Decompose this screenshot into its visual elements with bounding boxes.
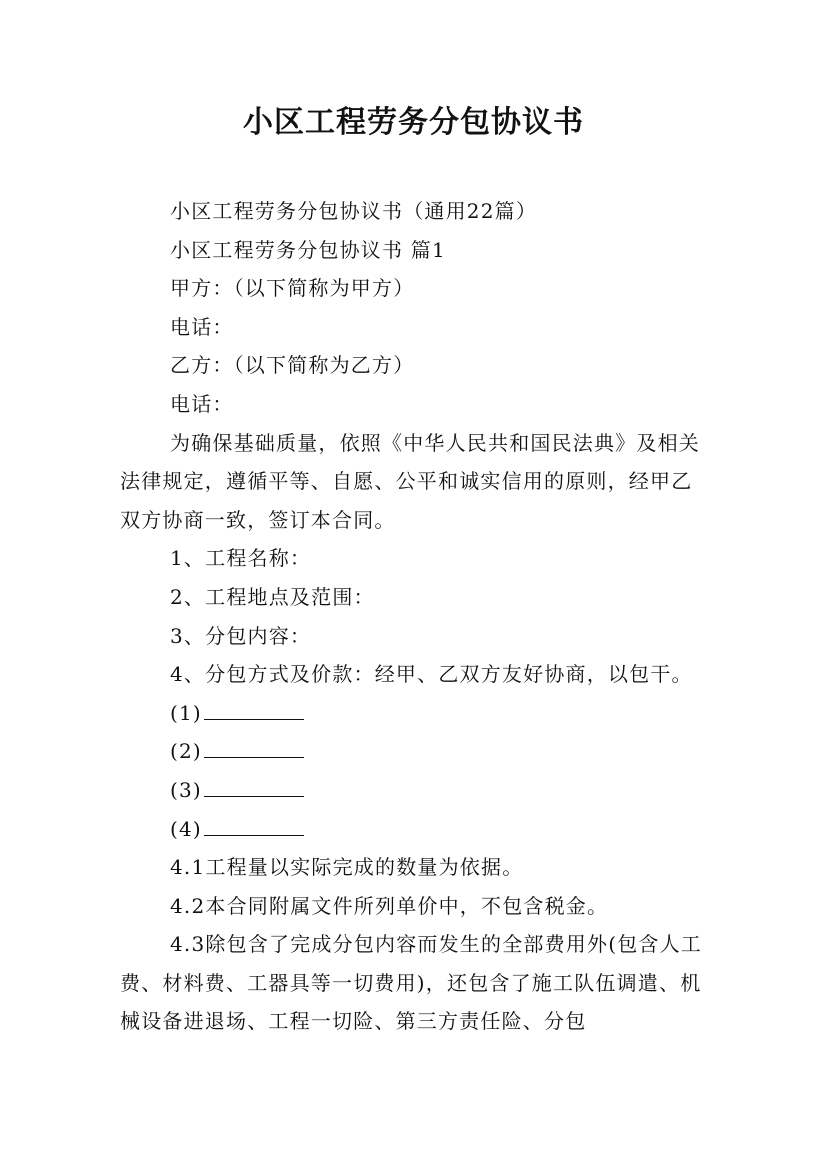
blank-line [204, 778, 304, 797]
clause-2: 2、工程地点及范围： [170, 584, 375, 609]
section-heading: 小区工程劳务分包协议书 篇1 [170, 237, 446, 262]
blank-item-2 [120, 732, 710, 771]
blank-item-1 [120, 694, 710, 733]
subtitle-line: 小区工程劳务分包协议书（通用22篇） [170, 199, 538, 223]
document-body [120, 192, 710, 1041]
blank-item-3 [120, 771, 710, 810]
blank-line [204, 701, 304, 720]
clause-3: 3、分包内容： [170, 623, 312, 648]
blank-item-label: (2) [170, 739, 202, 764]
clause-4-3: 4.3除包含了完成分包内容而发生的全部费用外(包含人工费、材料费、工器具等一切费用)，还包含了施工队伍调遣、机械设备进退场、工程一切险、第三方责任险、分包 [120, 932, 703, 1034]
party-a-line: 甲方：（以下简称为甲方） [170, 276, 415, 301]
blank-item-label: (1) [170, 700, 202, 725]
blank-item-label: (4) [170, 816, 202, 841]
party-b-line: 乙方：（以下简称为乙方） [170, 353, 415, 378]
blank-line [204, 817, 304, 836]
blank-item-4 [120, 810, 710, 849]
party-a-phone: 电话： [170, 314, 234, 339]
party-b-phone: 电话： [170, 391, 234, 416]
blank-line [204, 739, 304, 758]
preamble-paragraph: 为确保基础质量，依照《中华人民共和国民法典》及相关法律规定，遵循平等、自愿、公平和诚实信用的原则，经甲乙双方协商一致，签订本合同。 [120, 430, 700, 532]
clause-4: 4、分包方式及价款：经甲、乙双方友好协商，以包干。 [170, 662, 693, 687]
clause-4-2: 4.2本合同附属文件所列单价中，不包含税金。 [170, 893, 609, 918]
clause-4-1: 4.1工程量以实际完成的数量为依据。 [170, 855, 524, 880]
blank-item-label: (3) [170, 777, 202, 802]
document-title: 小区工程劳务分包协议书 [243, 105, 584, 140]
clause-1: 1、工程名称： [170, 546, 312, 571]
